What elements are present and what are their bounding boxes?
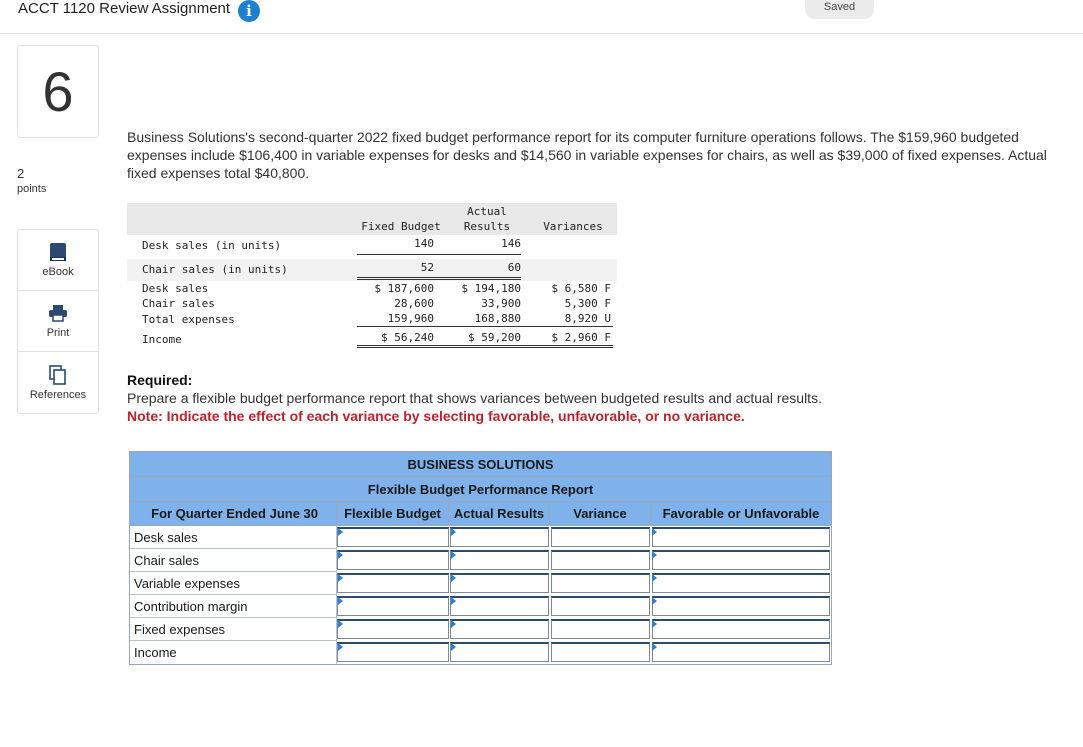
assignment-title: ACCT 1120 Review Assignment xyxy=(18,0,231,17)
desk-sales-flexible-budget-input[interactable] xyxy=(337,527,449,547)
print-button[interactable] xyxy=(18,291,98,352)
report-fixed-value: $ 187,600 xyxy=(374,282,434,295)
chair-sales-favorable-select[interactable] xyxy=(652,550,830,570)
ebook-button[interactable] xyxy=(18,230,98,291)
contribution-margin-actual-results-input[interactable] xyxy=(450,596,549,616)
problem-statement: Business Solutions's second-quarter 2022 fixed budget performance report for its computer furniture operations follows. The $159,960 budgeted expenses include $106,400 in variable expenses for desks and $14,560 in variable expenses for chairs, as well as $39,000 of fixed expenses. Actual fixed expenses total $40,800. xyxy=(127,129,1047,181)
income-actual-results-input[interactable] xyxy=(450,642,549,662)
required-section xyxy=(127,371,1072,425)
references-button[interactable] xyxy=(18,352,98,413)
input-marker xyxy=(338,643,343,651)
col-header-fixed: Fixed Budget xyxy=(361,220,441,233)
required-note: Note: Indicate the effect of each variance by selecting favorable, unfavorable, or no variance. xyxy=(127,408,745,424)
input-marker xyxy=(338,551,343,559)
report-rule xyxy=(357,254,521,255)
report-double-rule xyxy=(357,345,613,348)
flexible-budget-answer-table xyxy=(129,451,832,665)
variable-expenses-flexible-budget-input[interactable] xyxy=(337,573,449,593)
points-value: 2 xyxy=(17,166,25,181)
header-actual-results: Actual Results xyxy=(449,502,550,526)
report-actual-value: 33,900 xyxy=(481,297,521,310)
fixed-expenses-actual-results-input[interactable] xyxy=(450,619,549,639)
input-marker xyxy=(451,574,456,582)
info-icon[interactable]: i xyxy=(238,0,260,22)
contribution-margin-favorable-select[interactable] xyxy=(652,596,830,616)
row-label-variable-expenses: Variable expenses xyxy=(130,572,337,595)
answer-title-report: Flexible Budget Performance Report xyxy=(130,477,831,502)
input-marker xyxy=(338,620,343,628)
row-label-desk-sales: Desk sales xyxy=(130,526,337,549)
input-marker xyxy=(451,643,456,651)
report-fixed-value: 159,960 xyxy=(387,312,434,325)
income-variance-input[interactable] xyxy=(551,642,650,662)
answer-title-company: BUSINESS SOLUTIONS xyxy=(130,452,831,477)
top-bar xyxy=(0,0,1083,34)
variable-expenses-favorable-select[interactable] xyxy=(652,573,830,593)
col-header-actual-2: Results xyxy=(463,220,511,233)
input-marker xyxy=(652,574,657,582)
fixed-expenses-variance-input[interactable] xyxy=(551,619,650,639)
input-marker xyxy=(338,574,343,582)
report-variance-value: $ 2,960 F xyxy=(551,331,611,344)
income-flexible-budget-input[interactable] xyxy=(337,642,449,662)
input-marker xyxy=(451,551,456,559)
report-variance-value: 5,300 F xyxy=(564,297,611,310)
variable-expenses-variance-input[interactable] xyxy=(551,573,650,593)
required-text: Prepare a flexible budget performance report that shows variances between budgeted results and actual results. xyxy=(127,390,822,406)
desk-sales-favorable-select[interactable] xyxy=(652,527,830,547)
report-fixed-value: 140 xyxy=(414,237,434,250)
desk-sales-actual-results-input[interactable] xyxy=(450,527,549,547)
report-fixed-value: 52 xyxy=(420,261,434,274)
chair-sales-variance-input[interactable] xyxy=(551,550,650,570)
input-marker xyxy=(451,597,456,605)
row-label-chair-sales: Chair sales xyxy=(130,549,337,572)
col-header-variances: Variances xyxy=(543,220,603,233)
report-fixed-value: 28,600 xyxy=(394,297,434,310)
required-heading: Required: xyxy=(127,372,193,388)
copy-pages-icon xyxy=(48,365,68,385)
points-label: points xyxy=(17,183,47,195)
row-label-contribution-margin: Contribution margin xyxy=(130,595,337,618)
header-variance: Variance xyxy=(550,502,651,526)
input-marker xyxy=(652,528,657,536)
input-marker xyxy=(652,643,657,651)
print-label: Print xyxy=(46,327,70,339)
report-actual-value: $ 194,180 xyxy=(461,282,521,295)
printer-icon xyxy=(48,303,68,323)
input-marker xyxy=(338,597,343,605)
row-label-fixed-expenses: Fixed expenses xyxy=(130,618,337,641)
chair-sales-flexible-budget-input[interactable] xyxy=(337,550,449,570)
input-marker xyxy=(652,551,657,559)
income-favorable-select[interactable] xyxy=(652,642,830,662)
header-flexible-budget: Flexible Budget xyxy=(337,502,449,526)
chair-sales-actual-results-input[interactable] xyxy=(450,550,549,570)
contribution-margin-flexible-budget-input[interactable] xyxy=(337,596,449,616)
input-marker xyxy=(338,528,343,536)
question-number: 6 xyxy=(17,45,99,138)
fixed-expenses-flexible-budget-input[interactable] xyxy=(337,619,449,639)
saved-status-badge: Saved xyxy=(805,0,874,19)
report-actual-value: 60 xyxy=(507,261,521,274)
input-marker xyxy=(451,528,456,536)
desk-sales-variance-input[interactable] xyxy=(551,527,650,547)
report-double-rule xyxy=(357,277,521,280)
header-favorable-unfavorable: Favorable or Unfavorable xyxy=(651,502,831,526)
report-row-label: Desk sales xyxy=(142,282,209,295)
header-period: For Quarter Ended June 30 xyxy=(130,502,337,526)
report-variance-value: 8,920 U xyxy=(564,312,611,325)
report-row-label: Chair sales (in units) xyxy=(142,263,288,276)
report-row-label: Income xyxy=(142,333,182,346)
input-marker xyxy=(451,620,456,628)
variable-expenses-actual-results-input[interactable] xyxy=(450,573,549,593)
fixed-budget-report xyxy=(127,203,617,349)
report-actual-value: 146 xyxy=(501,237,521,250)
report-actual-value: 168,880 xyxy=(474,312,521,325)
report-fixed-value: $ 56,240 xyxy=(381,331,434,344)
references-label: References xyxy=(29,388,87,401)
report-row-label: Total expenses xyxy=(142,313,235,326)
tools-panel xyxy=(17,229,99,414)
fixed-expenses-favorable-select[interactable] xyxy=(652,619,830,639)
col-header-actual-1: Actual xyxy=(467,205,507,218)
report-variance-value: $ 6,580 F xyxy=(551,282,611,295)
ebook-label: eBook xyxy=(42,266,74,278)
input-marker xyxy=(652,620,657,628)
contribution-margin-variance-input[interactable] xyxy=(551,596,650,616)
report-actual-value: $ 59,200 xyxy=(468,331,521,344)
book-icon xyxy=(48,242,68,262)
row-label-income: Income xyxy=(130,641,337,664)
report-rule xyxy=(357,326,613,327)
input-marker xyxy=(652,597,657,605)
report-row-label: Desk sales (in units) xyxy=(142,239,282,252)
report-row-label: Chair sales xyxy=(142,297,215,310)
